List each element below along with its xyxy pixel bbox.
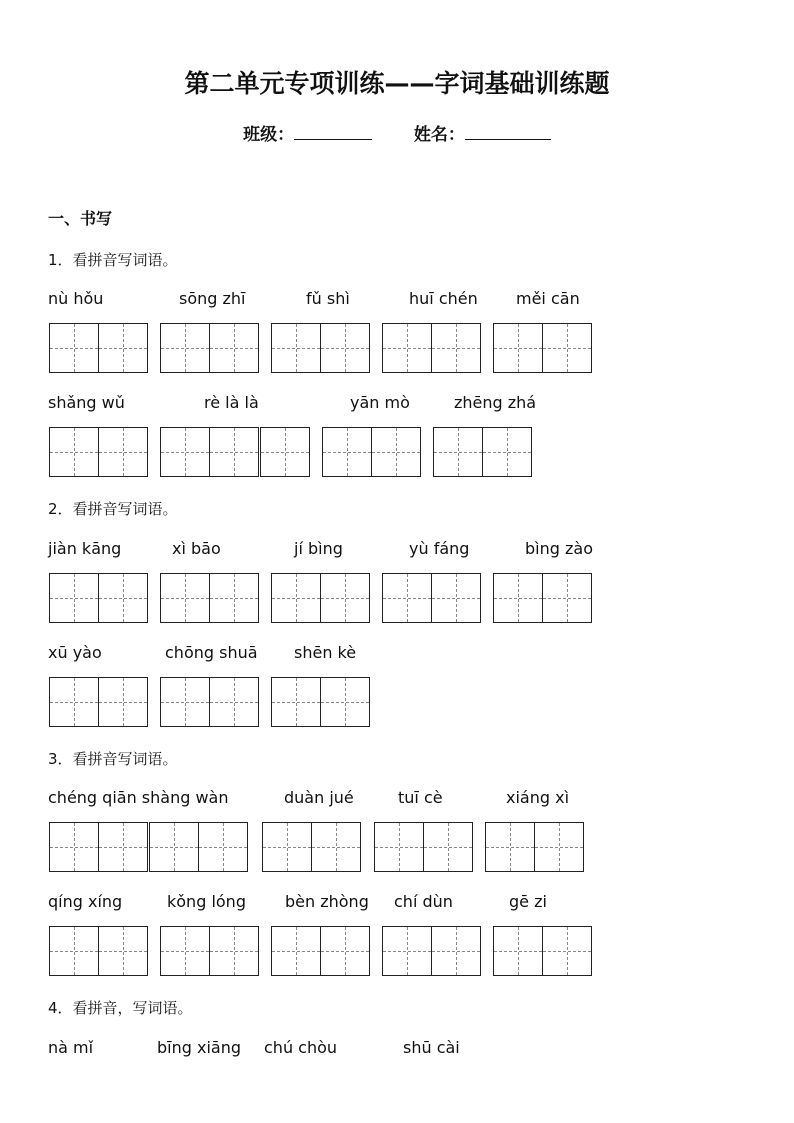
writing-grid[interactable]: [485, 822, 583, 872]
pinyin-label: xū yào: [48, 643, 102, 662]
writing-grid[interactable]: [49, 926, 147, 976]
pinyin-label: sōng zhī: [179, 289, 246, 308]
pinyin-label: chéng qiān shàng wàn: [48, 788, 229, 807]
writing-grid[interactable]: [160, 926, 258, 976]
question-prompt: 2．看拼音写词语。: [48, 500, 178, 518]
section-heading: 一、书写: [48, 209, 113, 228]
writing-grid[interactable]: [493, 573, 591, 623]
writing-grid[interactable]: [49, 822, 247, 872]
writing-grid[interactable]: [271, 323, 369, 373]
writing-grid[interactable]: [382, 926, 480, 976]
pinyin-label: chōng shuā: [165, 643, 258, 662]
pinyin-label: chú chòu: [264, 1038, 338, 1057]
pinyin-label: nà mǐ: [48, 1038, 94, 1057]
pinyin-label: bìng zào: [525, 539, 593, 558]
pinyin-label: zhēng zhá: [454, 393, 537, 412]
writing-grid[interactable]: [322, 427, 420, 477]
pinyin-label: jiàn kāng: [48, 539, 122, 558]
pinyin-label: měi cān: [516, 289, 580, 308]
pinyin-label: yān mò: [350, 393, 410, 412]
writing-grid[interactable]: [49, 323, 147, 373]
pinyin-label: bīng xiāng: [157, 1038, 241, 1057]
pinyin-label: yù fáng: [409, 539, 470, 558]
writing-grid[interactable]: [382, 323, 480, 373]
pinyin-label: nù hǒu: [48, 289, 104, 308]
pinyin-label: tuī cè: [398, 788, 443, 807]
writing-grid[interactable]: [493, 323, 591, 373]
pinyin-label: kǒng lóng: [167, 892, 246, 911]
writing-grid[interactable]: [49, 677, 147, 727]
writing-grid[interactable]: [433, 427, 531, 477]
pinyin-label: chí dùn: [394, 892, 453, 911]
name-blank[interactable]: [465, 123, 551, 140]
question-prompt: 3．看拼音写词语。: [48, 750, 178, 768]
writing-grid[interactable]: [49, 427, 147, 477]
writing-grid[interactable]: [160, 677, 258, 727]
question-prompt: 1．看拼音写词语。: [48, 251, 178, 269]
page-title: 第二单元专项训练——字词基础训练题: [184, 69, 610, 98]
question-prompt: 4．看拼音，写词语。: [48, 999, 193, 1017]
writing-grid[interactable]: [493, 926, 591, 976]
writing-grid[interactable]: [160, 323, 258, 373]
writing-grid[interactable]: [271, 573, 369, 623]
pinyin-label: qíng xíng: [48, 892, 123, 911]
pinyin-label: rè là là: [204, 393, 259, 412]
writing-grid[interactable]: [271, 677, 369, 727]
name-label: 姓名：: [413, 125, 465, 145]
class-blank[interactable]: [294, 123, 372, 140]
pinyin-label: huī chén: [409, 289, 478, 308]
pinyin-label: xiáng xì: [506, 788, 570, 807]
pinyin-label: shǎng wǔ: [48, 393, 125, 412]
pinyin-label: shēn kè: [294, 643, 357, 662]
pinyin-label: gē zi: [509, 892, 547, 911]
student-info: [0, 120, 794, 145]
writing-grid[interactable]: [262, 822, 360, 872]
writing-grid[interactable]: [49, 573, 147, 623]
class-label: 班级：: [243, 125, 295, 145]
writing-grid[interactable]: [374, 822, 472, 872]
pinyin-label: duàn jué: [284, 788, 354, 807]
pinyin-label: fǔ shì: [306, 289, 350, 308]
writing-grid[interactable]: [382, 573, 480, 623]
pinyin-label: xì bāo: [172, 539, 221, 558]
writing-grid[interactable]: [160, 573, 258, 623]
pinyin-label: jí bìng: [294, 539, 343, 558]
pinyin-label: shū cài: [403, 1038, 460, 1057]
writing-grid[interactable]: [160, 427, 309, 477]
pinyin-label: bèn zhòng: [285, 892, 369, 911]
writing-grid[interactable]: [271, 926, 369, 976]
